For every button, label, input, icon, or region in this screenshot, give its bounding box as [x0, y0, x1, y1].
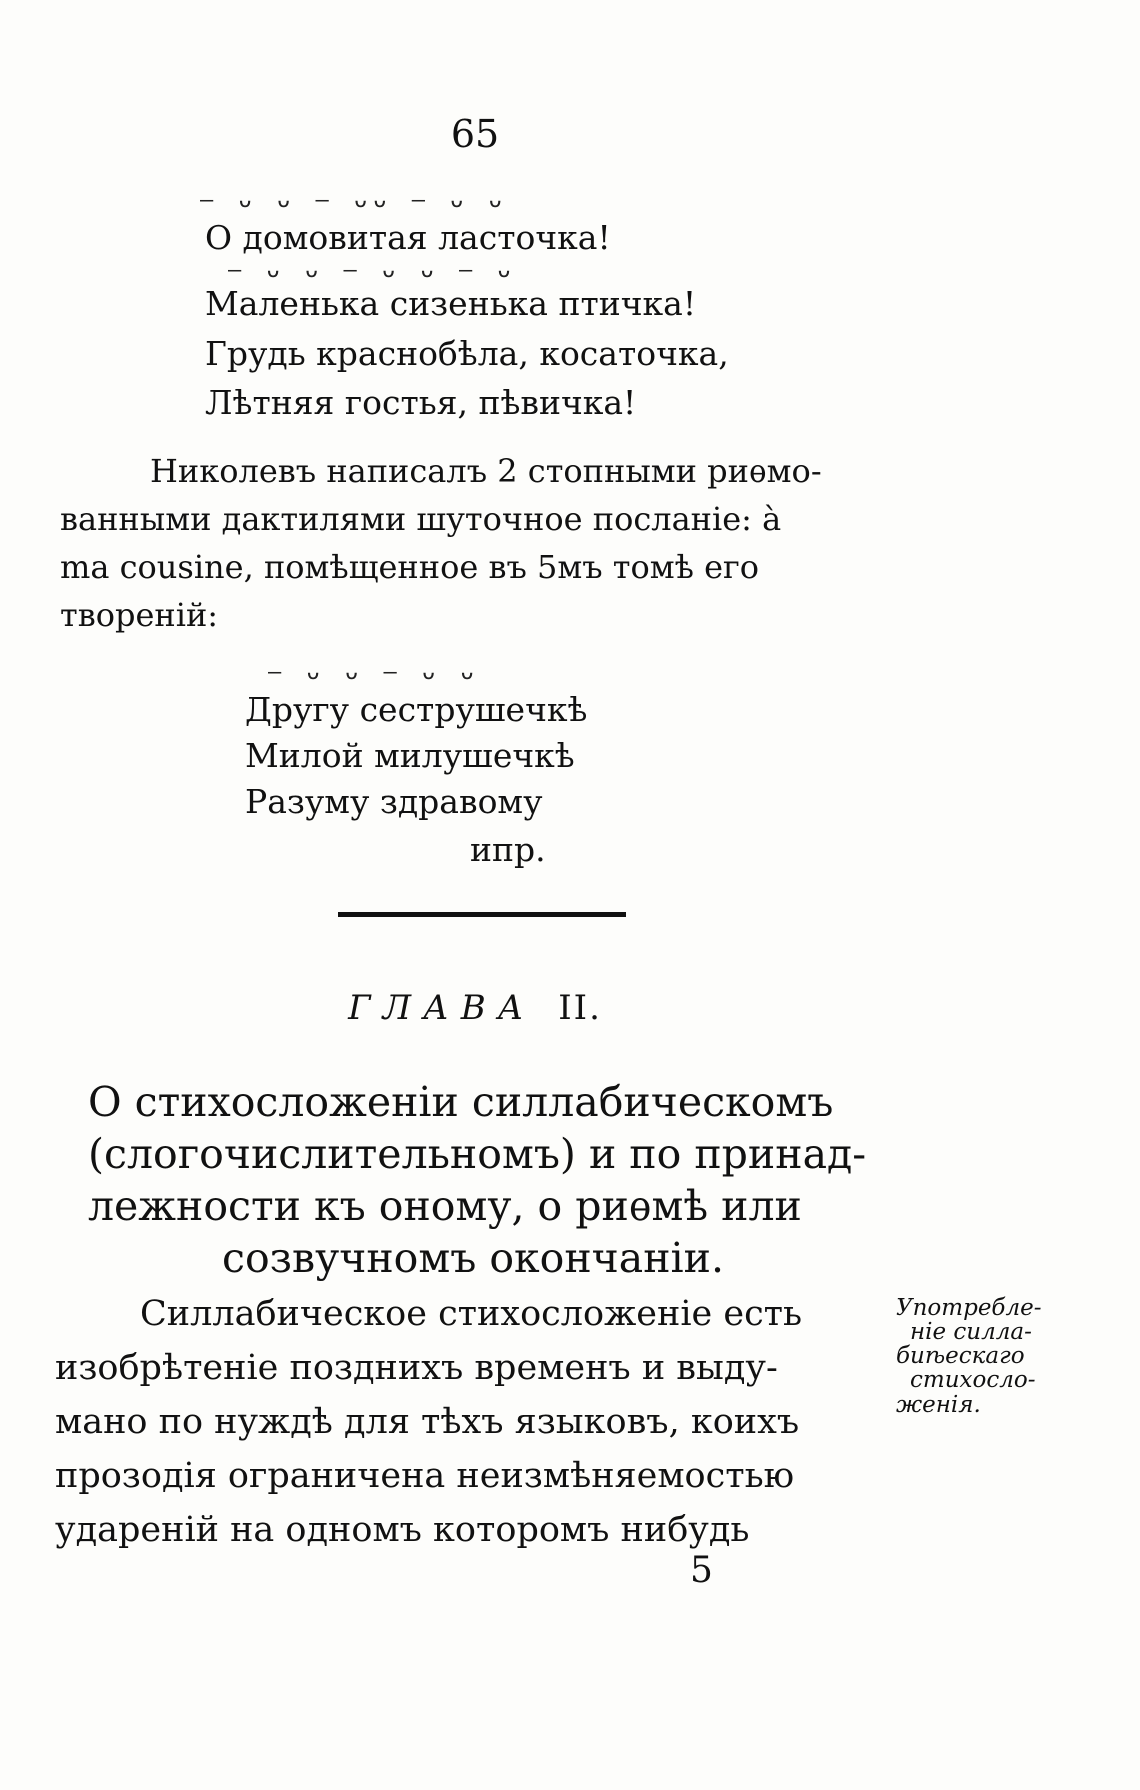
verse1-line2: Маленька сизенька птичка!: [205, 284, 697, 323]
chapter-title-line2: (слогочислительномъ) и по принад-: [88, 1130, 867, 1178]
verse2-line3: Разуму здравому: [245, 782, 543, 821]
signature-mark: 5: [690, 1550, 713, 1591]
body-line2: изобрѣтеніе позднихъ временъ и выду-: [55, 1348, 778, 1388]
section-divider: [338, 912, 626, 917]
margin-note-line3: биѣескаго: [896, 1343, 1025, 1370]
verse1-line3: Грудь краснобѣла, косаточка,: [205, 334, 729, 373]
body-line3: мано по нуждѣ для тѣхъ языковъ, коихъ: [55, 1402, 800, 1442]
verse1-line1: О домовитая ласточка!: [205, 218, 611, 257]
verse2-line4: ипр.: [470, 830, 546, 869]
meter-marks-2: — ᴗ ᴗ — ᴗ ᴗ — ᴗ: [228, 258, 517, 283]
paragraph1-line2: ванными дактилями шуточное посланіе: à: [60, 500, 782, 538]
meter-marks-3: — ᴗ ᴗ — ᴗ ᴗ: [268, 660, 480, 685]
meter-marks-1: — ᴗ ᴗ — ᴗᴗ — ᴗ ᴗ: [200, 188, 508, 213]
chapter-title-line3: лежности къ оному, о риѳмѣ или: [88, 1182, 802, 1230]
verse2-line2: Милой милушечкѣ: [245, 736, 575, 775]
margin-note-line4: стихосло-: [910, 1367, 1036, 1394]
chapter-heading: [0, 988, 950, 1028]
margin-note: [896, 1296, 1042, 1417]
chapter-number: II.: [558, 988, 602, 1028]
verse2-line1: Другу сеструшечкѣ: [245, 690, 588, 729]
paragraph1-line3: ma cousine, помѣщенное въ 5мъ томѣ его: [60, 548, 760, 586]
chapter-word: ГЛАВА: [348, 988, 536, 1028]
margin-note-line5: женія.: [896, 1391, 981, 1418]
paragraph1-line4: твореній:: [60, 596, 219, 634]
margin-note-line2: ніе силла-: [910, 1319, 1032, 1346]
chapter-title-line1: О стихосложеніи силлабическомъ: [88, 1078, 834, 1126]
margin-note-line1: Употребле-: [896, 1295, 1042, 1321]
page-number: 65: [450, 112, 500, 156]
body-line4: прозодія ограничена неизмѣняемостью: [55, 1456, 795, 1496]
body-line1: Силлабическое стихосложеніе есть: [140, 1294, 803, 1334]
verse1-line4: Лѣтняя гостья, пѣвичка!: [205, 383, 637, 422]
paragraph1-line1: Николевъ написалъ 2 стопными риѳмо-: [150, 452, 822, 490]
body-line5: удареній на одномъ которомъ нибудь: [55, 1510, 750, 1550]
chapter-title-line4: созвучномъ окончаніи.: [222, 1234, 725, 1282]
